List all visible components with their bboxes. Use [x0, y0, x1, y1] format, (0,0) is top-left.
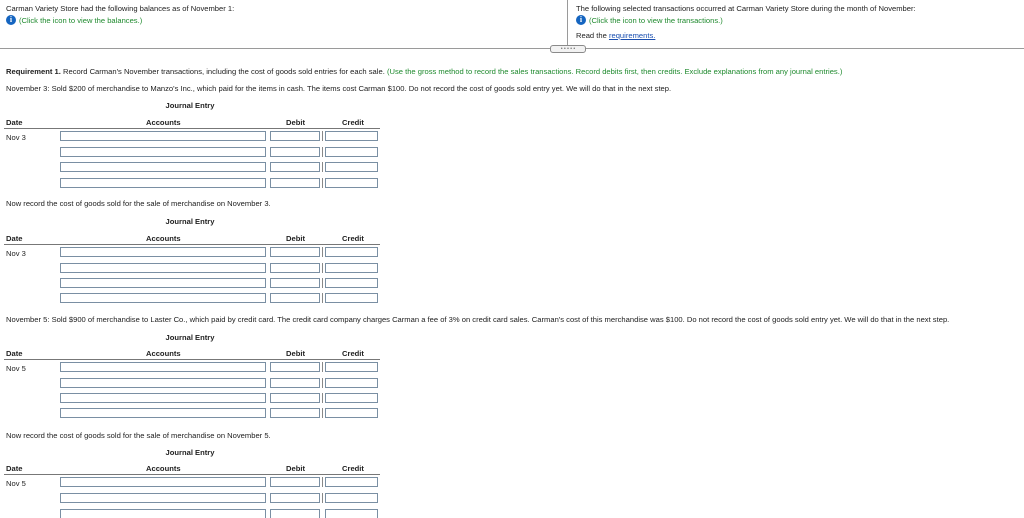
journal-entry-table [0, 333, 390, 423]
transactions-icon-row[interactable] [576, 15, 916, 25]
credit-input[interactable] [325, 162, 378, 172]
debit-input[interactable] [270, 477, 320, 487]
credit-input[interactable] [325, 278, 378, 288]
requirements-line [576, 31, 916, 40]
requirements-link[interactable]: requirements. [608, 31, 656, 40]
date-cell: Nov 5 [6, 364, 26, 373]
account-input[interactable] [60, 293, 266, 303]
col-date: Date [6, 349, 23, 358]
requirement-text: Record Carman's November transactions, including the cost of goods sold entries for each sale. [62, 67, 385, 76]
column-separator [322, 263, 323, 273]
account-input[interactable] [60, 393, 266, 403]
col-date: Date [6, 234, 23, 243]
header-rule [4, 244, 380, 245]
date-cell: Nov 5 [6, 479, 26, 488]
account-input[interactable] [60, 147, 266, 157]
journal-entry-table [0, 101, 390, 191]
debit-input[interactable] [270, 393, 320, 403]
transaction-prompt: Now record the cost of goods sold for the sale of merchandise on November 5. [6, 431, 271, 440]
debit-input[interactable] [270, 408, 320, 418]
debit-input[interactable] [270, 131, 320, 141]
requirement-instruction: (Use the gross method to record the sales transactions. Record debits first, then credits. Exclude explanations from any journal entries.) [386, 67, 843, 76]
credit-input[interactable] [325, 263, 378, 273]
account-input[interactable] [60, 263, 266, 273]
col-date: Date [6, 118, 23, 127]
col-debit: Debit [286, 349, 305, 358]
column-separator [322, 408, 323, 418]
read-prefix: Read the [576, 31, 607, 40]
journal-entry-table [0, 448, 390, 518]
requirement-line [6, 67, 842, 76]
col-accounts: Accounts [146, 464, 181, 473]
debit-input[interactable] [270, 263, 320, 273]
credit-input[interactable] [325, 393, 378, 403]
horizontal-divider [0, 48, 1024, 49]
column-separator [322, 131, 323, 141]
account-input[interactable] [60, 509, 266, 518]
credit-input[interactable] [325, 477, 378, 487]
column-separator [322, 477, 323, 487]
column-separator [322, 493, 323, 503]
right-panel [576, 4, 916, 40]
credit-input[interactable] [325, 247, 378, 257]
account-input[interactable] [60, 278, 266, 288]
transaction-prompt: Now record the cost of goods sold for the sale of merchandise on November 3. [6, 199, 271, 208]
credit-input[interactable] [325, 362, 378, 372]
debit-input[interactable] [270, 147, 320, 157]
transactions-intro: The following selected transactions occurred at Carman Variety Store during the month of November: [576, 4, 916, 13]
journal-title: Journal Entry [165, 333, 215, 342]
debit-input[interactable] [270, 278, 320, 288]
column-separator [322, 162, 323, 172]
debit-input[interactable] [270, 493, 320, 503]
credit-input[interactable] [325, 408, 378, 418]
column-separator [322, 362, 323, 372]
col-credit: Credit [342, 234, 364, 243]
account-input[interactable] [60, 178, 266, 188]
balances-icon-row[interactable] [6, 15, 234, 25]
debit-input[interactable] [270, 293, 320, 303]
account-input[interactable] [60, 408, 266, 418]
col-debit: Debit [286, 118, 305, 127]
header-rule [4, 128, 380, 129]
debit-input[interactable] [270, 362, 320, 372]
date-cell: Nov 3 [6, 133, 26, 142]
column-separator [322, 178, 323, 188]
credit-input[interactable] [325, 131, 378, 141]
col-accounts: Accounts [146, 118, 181, 127]
left-panel [6, 4, 234, 25]
info-icon[interactable]: i [576, 15, 586, 25]
credit-input[interactable] [325, 493, 378, 503]
debit-input[interactable] [270, 509, 320, 518]
col-credit: Credit [342, 349, 364, 358]
column-separator [322, 393, 323, 403]
debit-input[interactable] [270, 178, 320, 188]
debit-input[interactable] [270, 162, 320, 172]
debit-input[interactable] [270, 378, 320, 388]
col-credit: Credit [342, 118, 364, 127]
column-separator [322, 147, 323, 157]
col-debit: Debit [286, 234, 305, 243]
col-credit: Credit [342, 464, 364, 473]
transaction-prompt: November 3: Sold $200 of merchandise to Manzo's Inc., which paid for the items in cash. The items cost Carman $100. Do not record the cost of goods sold entry yet. We will do that in the next step. [6, 84, 672, 93]
account-input[interactable] [60, 162, 266, 172]
account-input[interactable] [60, 247, 266, 257]
credit-input[interactable] [325, 147, 378, 157]
column-separator [322, 378, 323, 388]
col-accounts: Accounts [146, 349, 181, 358]
credit-input[interactable] [325, 293, 378, 303]
col-date: Date [6, 464, 23, 473]
column-separator [322, 278, 323, 288]
balances-intro: Carman Variety Store had the following balances as of November 1: [6, 4, 235, 13]
requirement-label: Requirement 1. [6, 67, 61, 76]
transactions-hint: (Click the icon to view the transactions.) [589, 15, 723, 25]
col-accounts: Accounts [146, 234, 181, 243]
journal-title: Journal Entry [165, 217, 215, 226]
transaction-prompt: November 5: Sold $900 of merchandise to Laster Co., which paid by credit card. The credit card company charges Carman a fee of 3% on credit card sales. Carman's cost of this merchandise was $100. Do not record the cost of goods sold entry yet. We will do that in the next step. [6, 315, 950, 324]
header-rule [4, 359, 380, 360]
header-rule [4, 474, 380, 475]
account-input[interactable] [60, 378, 266, 388]
column-separator [322, 247, 323, 257]
date-cell: Nov 3 [6, 249, 26, 258]
info-icon[interactable]: i [6, 15, 16, 25]
account-input[interactable] [60, 477, 266, 487]
debit-input[interactable] [270, 247, 320, 257]
col-debit: Debit [286, 464, 305, 473]
credit-input[interactable] [325, 378, 378, 388]
drag-handle-icon[interactable]: • • • • • [550, 45, 586, 53]
account-input[interactable] [60, 131, 266, 141]
credit-input[interactable] [325, 509, 378, 518]
vertical-divider [567, 0, 568, 48]
account-input[interactable] [60, 493, 266, 503]
account-input[interactable] [60, 362, 266, 372]
journal-entry-table [0, 217, 390, 307]
journal-title: Journal Entry [165, 448, 215, 457]
balances-hint: (Click the icon to view the balances.) [19, 15, 143, 25]
column-separator [322, 293, 323, 303]
journal-title: Journal Entry [165, 101, 215, 110]
credit-input[interactable] [325, 178, 378, 188]
